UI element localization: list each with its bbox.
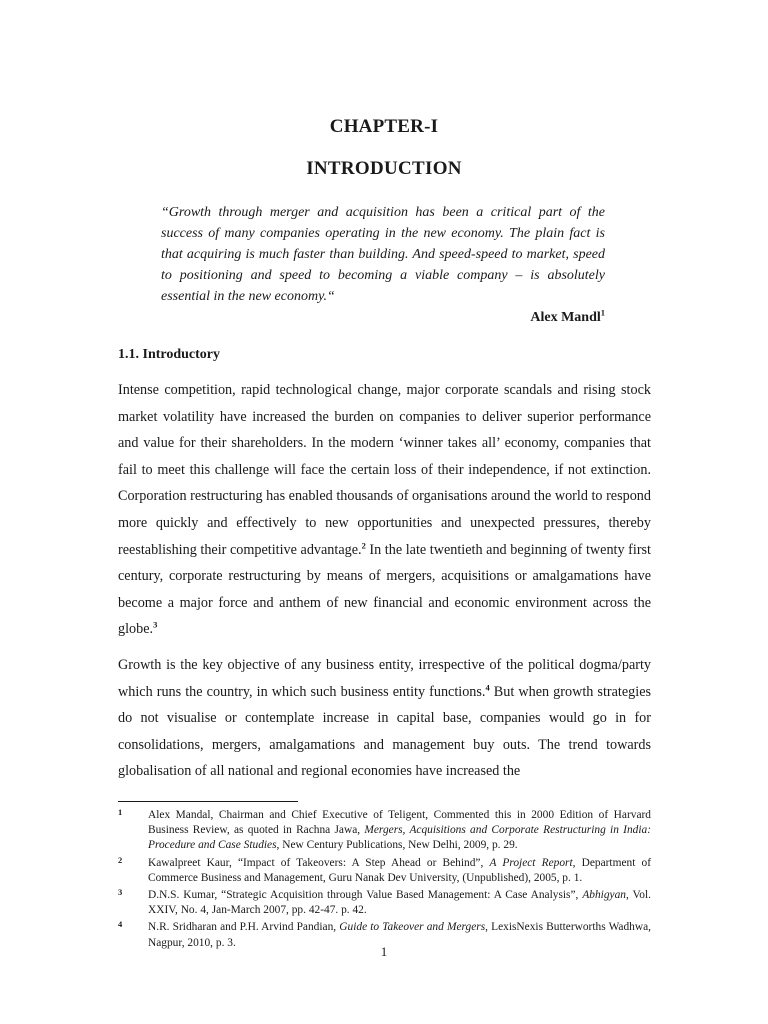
footnote-italic-title: Abhigyan bbox=[582, 889, 626, 902]
footnote-text: Alex Mandal, Chairman and Chief Executive of Teligent, Commented this in 2000 Edition of Harvard Business Review, as quoted in Rachna Jawa, bbox=[148, 809, 651, 837]
body-paragraph bbox=[118, 652, 651, 785]
page-number: 1 bbox=[380, 944, 388, 959]
paragraph-text: Growth is the key objective of any business entity, irrespective of the political dogma/party which runs the country, in which such business entity functions. bbox=[118, 657, 651, 700]
footnote-number: 4 bbox=[118, 919, 123, 930]
footnote-ref: 1 bbox=[600, 307, 605, 318]
footnote-text: , Vol. XXIV, No. 4, Jan-March 2007, pp. 42-47. p. 42. bbox=[148, 889, 651, 917]
footnotes bbox=[118, 808, 651, 953]
footnote-text: Kawalpreet Kaur, “Impact of Takeovers: A Step Ahead or Behind”, bbox=[148, 856, 490, 869]
footnote-ref: 4 bbox=[485, 681, 490, 692]
chapter-title: INTRODUCTION bbox=[306, 158, 462, 179]
footnote-text: N.R. Sridharan and P.H. Arvind Pandian, bbox=[148, 921, 340, 934]
epigraph-quote: “Growth through merger and acquisition has been a critical part of the success of many companies operating in the new economy. The plain fact is that acquiring is much faster than building. And speed-speed to market, speed to positioning and speed to becoming a viable company – is absolutely essential in the new economy.“ bbox=[161, 205, 605, 304]
footnote-text: D.N.S. Kumar, “Strategic Acquisition through Value Based Management: A Case Analysis”, bbox=[148, 889, 583, 902]
footnote-text: , New Century Publications, New Delhi, 2009, p. 29. bbox=[276, 839, 518, 852]
footnote-italic-title: Guide to Takeover and Mergers bbox=[339, 921, 486, 934]
footnote bbox=[118, 808, 651, 854]
footnote-italic-title: Mergers, Acquisitions and Corporate Restructuring in India: Procedure and Case Studies bbox=[148, 824, 652, 852]
epigraph-author-name: Alex Mandl bbox=[530, 310, 601, 325]
footnote bbox=[118, 888, 651, 918]
footnote-number: 3 bbox=[118, 887, 123, 898]
paragraph-text: Intense competition, rapid technological change, major corporate scandals and rising stock market volatility have increased the burden on companies to deliver superior performance and value for their shareholders. In the modern ‘winner takes all’ economy, companies that fail to meet this challenge will face the certain loss of their independence, if not extinction. Corporation restructuring has enabled thousands of organisations around the world to respond more quickly and effectively to new opportunities and unexpected pressures, thereby reestablishing their competitive advantage. bbox=[118, 382, 651, 558]
footnote-ref: 3 bbox=[153, 619, 158, 630]
epigraph-author bbox=[530, 307, 605, 326]
footnote-ref: 2 bbox=[361, 539, 366, 550]
paragraph-text: But when growth strategies do not visualise or contemplate increase in capital base, companies would go in for consolidations, mergers, amalgamations and management buy outs. The trend towards globalisation of all national and regional economies have increased the bbox=[118, 683, 652, 780]
footnote-text: Department of Commerce Business and Management, Guru Nanak Dev University, (Unpublished), 2005, p. 1. bbox=[148, 856, 652, 884]
footnote-divider bbox=[118, 801, 298, 802]
body-paragraph bbox=[118, 377, 651, 643]
footnote bbox=[118, 856, 651, 886]
section-heading: 1.1. Introductory bbox=[118, 347, 221, 362]
footnote-text: , LexisNexis Butterworths Wadhwa, Nagpur, 2010, p. 3. bbox=[148, 921, 651, 949]
footnote-number: 1 bbox=[118, 807, 123, 817]
footnote-number: 2 bbox=[118, 854, 123, 865]
chapter-label: CHAPTER-I bbox=[329, 116, 439, 137]
footnote-italic-title: A Project Report, bbox=[489, 856, 576, 869]
paragraph-text: In the late twentieth and beginning of twenty first century, corporate restructuring by means of mergers, acquisitions or amalgamations have become a major force and anthem of new financial and economic environment across the globe. bbox=[118, 541, 652, 638]
